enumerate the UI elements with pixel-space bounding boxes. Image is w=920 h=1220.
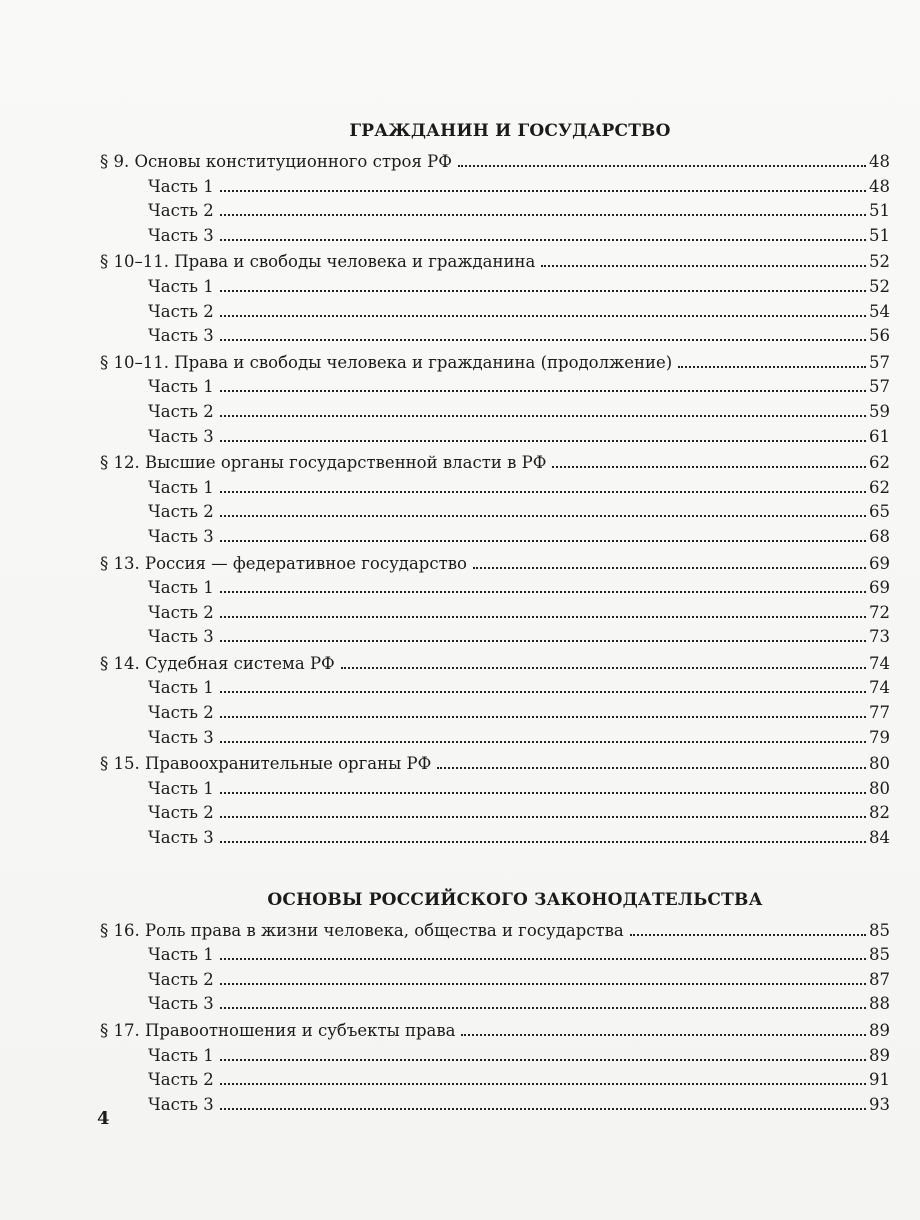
toc-paragraph-10-11-continued xyxy=(100,351,890,449)
toc-part-entry xyxy=(100,625,890,650)
part-page: 65 xyxy=(869,502,890,522)
part-page: 73 xyxy=(869,627,890,647)
entry-page: 52 xyxy=(869,252,890,272)
dot-leader xyxy=(220,339,866,341)
dot-leader xyxy=(220,1108,866,1110)
toc-entry xyxy=(100,552,890,577)
entry-title: § 14. Судебная система РФ xyxy=(100,653,335,673)
toc-part-entry xyxy=(100,224,890,249)
dot-leader xyxy=(220,290,866,292)
toc-paragraph-12 xyxy=(100,451,890,549)
part-page: 88 xyxy=(869,994,890,1014)
toc-part-entry xyxy=(100,175,890,200)
part-label: Часть 3 xyxy=(148,426,214,446)
dot-leader xyxy=(220,214,866,216)
toc-part-entry xyxy=(100,425,890,450)
part-label: Часть 1 xyxy=(148,945,214,965)
toc-part-entry xyxy=(100,676,890,701)
part-label: Часть 1 xyxy=(148,578,214,598)
part-label: Часть 1 xyxy=(148,778,214,798)
part-label: Часть 1 xyxy=(148,276,214,296)
part-label: Часть 3 xyxy=(148,326,214,346)
entry-page: 57 xyxy=(869,352,890,372)
part-label: Часть 3 xyxy=(148,627,214,647)
dot-leader xyxy=(458,165,866,167)
entry-title: § 17. Правоотношения и субъекты права xyxy=(100,1021,456,1040)
dot-leader xyxy=(220,616,866,618)
part-label: Часть 2 xyxy=(148,201,214,221)
toc-part-entry xyxy=(100,1068,890,1093)
table-of-contents xyxy=(100,112,890,1119)
dot-leader xyxy=(220,315,866,317)
toc-part-entry xyxy=(100,968,890,993)
toc-paragraph-13 xyxy=(100,552,890,650)
toc-part-entry xyxy=(100,826,890,851)
part-page: 85 xyxy=(869,945,890,965)
dot-leader xyxy=(220,816,866,818)
part-page: 56 xyxy=(869,326,890,346)
entry-page: 80 xyxy=(869,754,890,774)
page-number: 4 xyxy=(97,1108,110,1129)
dot-leader xyxy=(220,440,866,442)
part-page: 84 xyxy=(869,828,890,848)
toc-part-entry xyxy=(100,726,890,751)
part-page: 91 xyxy=(869,1070,890,1090)
part-page: 51 xyxy=(869,201,890,221)
toc-part-entry xyxy=(100,801,890,826)
part-label: Часть 2 xyxy=(148,1070,214,1090)
dot-leader xyxy=(220,691,866,693)
part-page: 61 xyxy=(869,426,890,446)
part-label: Часть 2 xyxy=(148,602,214,622)
part-page: 93 xyxy=(869,1094,890,1114)
part-label: Часть 2 xyxy=(148,803,214,823)
toc-part-entry xyxy=(100,992,890,1017)
part-label: Часть 2 xyxy=(148,401,214,421)
part-page: 57 xyxy=(869,377,890,397)
part-page: 62 xyxy=(869,477,890,497)
toc-entry xyxy=(100,351,890,376)
dot-leader xyxy=(220,390,866,392)
dot-leader xyxy=(220,491,866,493)
dot-leader xyxy=(473,567,866,569)
section-heading: ГРАЖДАНИН И ГОСУДАРСТВО xyxy=(349,121,671,141)
part-page: 48 xyxy=(869,176,890,196)
toc-part-entry xyxy=(100,601,890,626)
part-page: 68 xyxy=(869,526,890,546)
entry-title: § 16. Роль права в жизни человека, общества и государства xyxy=(100,920,624,940)
toc-part-entry xyxy=(100,943,890,968)
toc-paragraph-15 xyxy=(100,752,890,850)
dot-leader xyxy=(341,667,866,669)
entry-page: 62 xyxy=(869,453,890,473)
dot-leader xyxy=(220,1083,866,1085)
entry-page: 89 xyxy=(869,1021,890,1040)
part-page: 80 xyxy=(869,778,890,798)
part-label: Часть 3 xyxy=(148,828,214,848)
dot-leader xyxy=(461,1034,866,1036)
part-label: Часть 1 xyxy=(148,176,214,196)
entry-title: § 12. Высшие органы государственной власти в РФ xyxy=(100,453,547,473)
toc-entry xyxy=(100,752,890,777)
part-label: Часть 3 xyxy=(148,994,214,1014)
dot-leader xyxy=(220,792,866,794)
dot-leader xyxy=(220,1059,866,1061)
part-page: 69 xyxy=(869,578,890,598)
toc-part-entry xyxy=(100,275,890,300)
toc-paragraph-16 xyxy=(100,919,890,1017)
part-label: Часть 3 xyxy=(148,1094,214,1114)
dot-leader xyxy=(220,415,866,417)
part-page: 82 xyxy=(869,803,890,823)
dot-leader xyxy=(220,841,866,843)
toc-part-entry xyxy=(100,1093,890,1118)
part-label: Часть 2 xyxy=(148,301,214,321)
part-label: Часть 2 xyxy=(148,703,214,723)
toc-paragraph-9 xyxy=(100,150,890,248)
part-label: Часть 1 xyxy=(148,477,214,497)
dot-leader xyxy=(220,983,866,985)
toc-entry xyxy=(100,652,890,677)
section-heading: ОСНОВЫ РОССИЙСКОГО ЗАКОНОДАТЕЛЬСТВА xyxy=(267,889,763,910)
part-page: 89 xyxy=(869,1045,890,1065)
part-label: Часть 2 xyxy=(148,502,214,522)
part-label: Часть 1 xyxy=(148,678,214,698)
toc-part-entry xyxy=(100,576,890,601)
part-label: Часть 3 xyxy=(148,727,214,747)
part-page: 52 xyxy=(869,276,890,296)
toc-part-entry xyxy=(100,500,890,525)
dot-leader xyxy=(220,716,866,718)
toc-part-entry xyxy=(100,476,890,501)
dot-leader xyxy=(220,1007,866,1009)
dot-leader xyxy=(220,540,866,542)
entry-page: 74 xyxy=(869,653,890,673)
dot-leader xyxy=(220,741,866,743)
toc-part-entry xyxy=(100,701,890,726)
dot-leader xyxy=(220,958,866,960)
entry-title: § 15. Правоохранительные органы РФ xyxy=(100,754,432,774)
dot-leader xyxy=(541,265,866,267)
toc-entry xyxy=(100,150,890,175)
toc-entry xyxy=(100,250,890,275)
part-label: Часть 3 xyxy=(148,526,214,546)
part-page: 59 xyxy=(869,401,890,421)
toc-paragraph-10-11 xyxy=(100,250,890,348)
part-page: 77 xyxy=(869,703,890,723)
toc-part-entry xyxy=(100,300,890,325)
entry-title: § 13. Россия — федеративное государство xyxy=(100,553,467,573)
toc-entry xyxy=(100,1019,890,1044)
dot-leader xyxy=(678,366,866,368)
part-label: Часть 1 xyxy=(148,1045,214,1065)
toc-part-entry xyxy=(100,324,890,349)
entry-page: 85 xyxy=(869,920,890,940)
entry-title: § 10–11. Права и свободы человека и гражданина xyxy=(100,252,536,272)
toc-entry xyxy=(100,919,890,944)
entry-title: § 10–11. Права и свободы человека и гражданина (продолжение) xyxy=(100,352,673,372)
part-page: 54 xyxy=(869,301,890,321)
toc-part-entry xyxy=(100,1044,890,1069)
dot-leader xyxy=(220,239,866,241)
toc-part-entry xyxy=(100,777,890,802)
toc-entry xyxy=(100,451,890,476)
part-page: 87 xyxy=(869,969,890,989)
dot-leader xyxy=(220,190,866,192)
dot-leader xyxy=(552,466,866,468)
toc-part-entry xyxy=(100,199,890,224)
part-page: 74 xyxy=(869,678,890,698)
toc-part-entry xyxy=(100,400,890,425)
toc-paragraph-17 xyxy=(100,1019,890,1117)
part-page: 51 xyxy=(869,225,890,245)
entry-title: § 9. Основы конституционного строя РФ xyxy=(100,152,452,171)
part-label: Часть 1 xyxy=(148,377,214,397)
part-label: Часть 2 xyxy=(148,969,214,989)
toc-paragraph-14 xyxy=(100,652,890,750)
entry-page: 48 xyxy=(869,152,890,171)
part-label: Часть 3 xyxy=(148,225,214,245)
dot-leader xyxy=(630,934,866,936)
dot-leader xyxy=(220,515,866,517)
dot-leader xyxy=(220,591,866,593)
part-page: 79 xyxy=(869,727,890,747)
dot-leader xyxy=(437,767,866,769)
toc-part-entry xyxy=(100,375,890,400)
toc-part-entry xyxy=(100,525,890,550)
dot-leader xyxy=(220,640,866,642)
part-page: 72 xyxy=(869,602,890,622)
entry-page: 69 xyxy=(869,553,890,573)
